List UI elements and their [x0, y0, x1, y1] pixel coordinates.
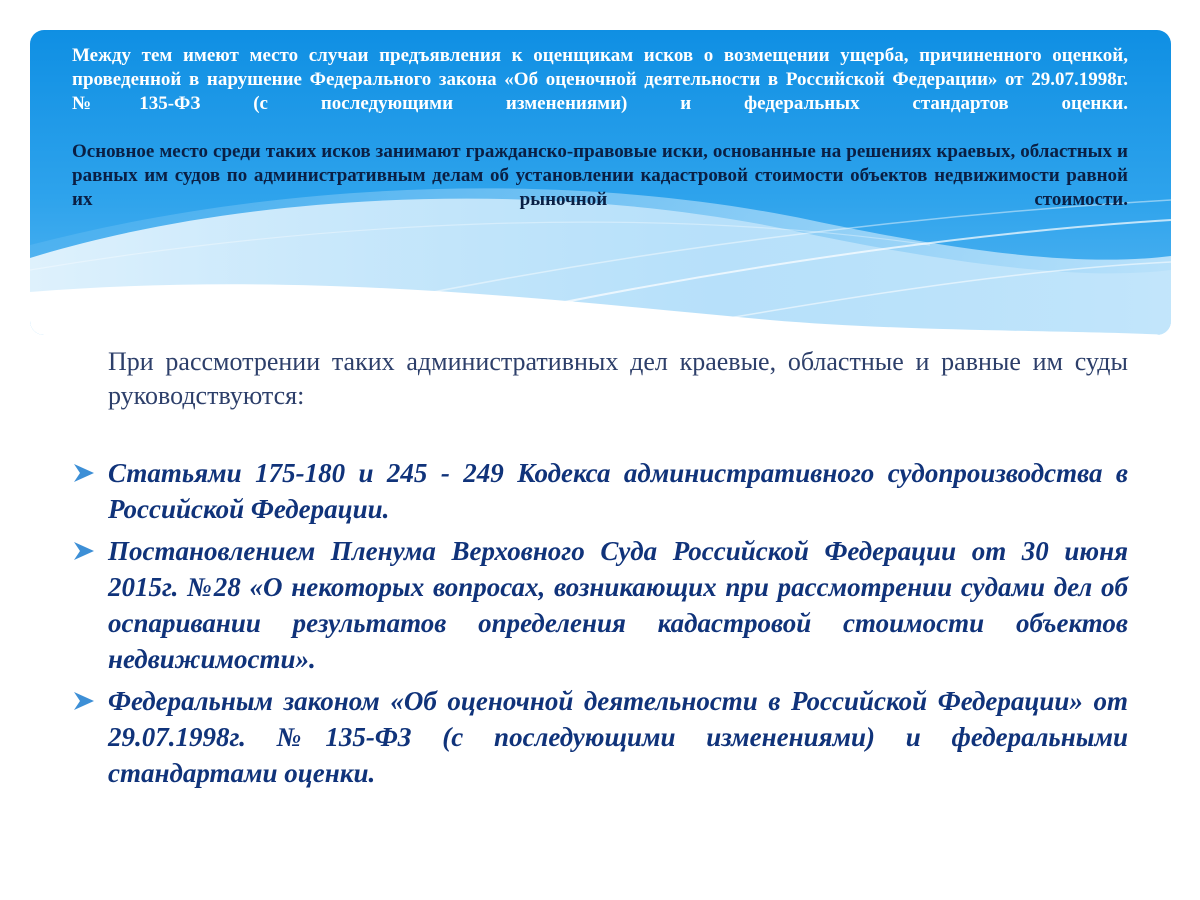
bullet-text: Постановлением Пленума Верховного Суда Российской Федерации от 30 июня 2015г. №28 «О некоторых вопросах, возникающих при рассмотрении судами дел об оспаривании результатов определения кадастровой стоимости объектов недвижимости».: [108, 536, 1128, 674]
intro-paragraph: При рассмотрении таких административных дел краевые, областные и равные им суды руководствуются:: [108, 347, 1128, 410]
bullet-list: [72, 455, 1128, 797]
header-banner: [30, 30, 1171, 335]
bullet-text: Федеральным законом «Об оценочной деятельности в Российской Федерации» от 29.07.1998г. №135-ФЗ (с последующими изменениями) и федеральными стандартами оценки.: [108, 686, 1128, 788]
banner-paragraph-1: Между тем имеют место случаи предъявления к оценщикам исков о возмещении ущерба, причиненного оценкой, проведенной в нарушение Федерального закона «Об оценочной деятельности в Российской Федерации» от 29.07.1998г. №135-ФЗ (с последующими изменениями) и федеральных стандартов оценки.: [72, 45, 1128, 114]
banner-paragraph-2: Основное место среди таких исков занимают гражданско-правовые иски, основанные на решениях краевых, областных и равных им судов по административным делам об установлении кадастровой стоимости объектов недвижимости равной их рыночной стоимости.: [72, 141, 1128, 210]
arrow-bullet-icon: [72, 690, 96, 712]
bullet-item: [72, 533, 1128, 677]
bullet-item: [72, 683, 1128, 791]
arrow-bullet-icon: [72, 462, 96, 484]
arrow-bullet-icon: [72, 540, 96, 562]
bullet-item: [72, 455, 1128, 527]
banner-text: [72, 44, 1128, 212]
bullet-text: Статьями 175-180 и 245 - 249 Кодекса административного судопроизводства в Российской Федерации.: [108, 458, 1128, 524]
